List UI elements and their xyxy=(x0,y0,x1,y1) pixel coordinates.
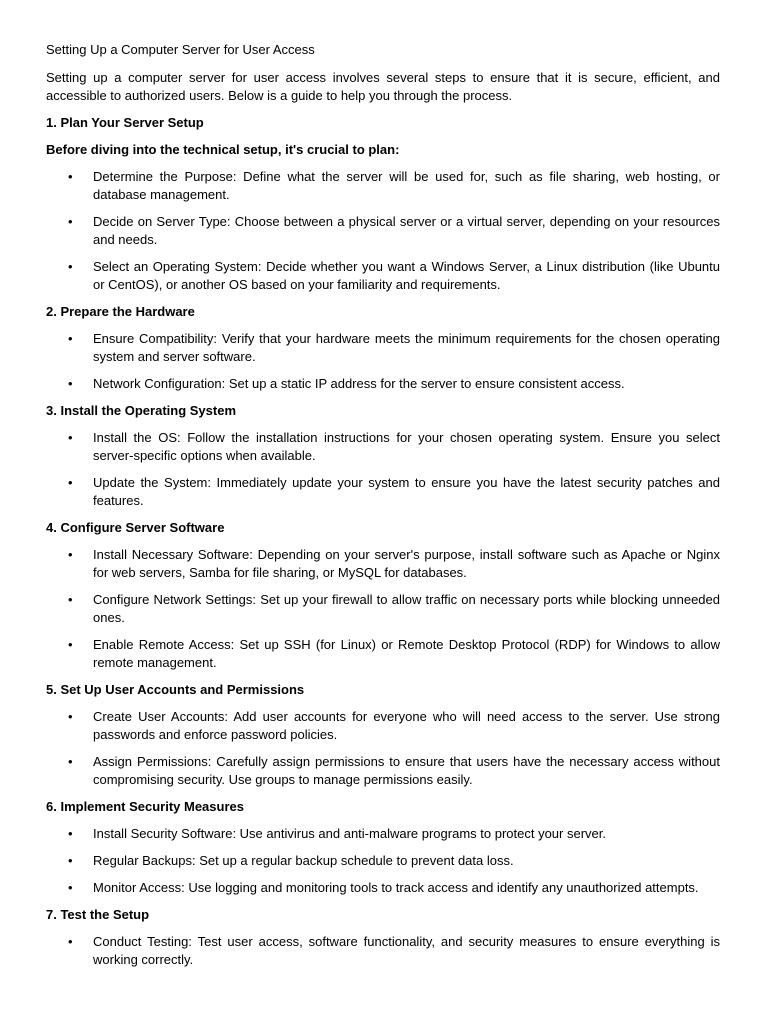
list-item-text: Monitor Access: Use logging and monitoring tools to track access and identify any unauthorized attempts. xyxy=(93,880,699,895)
list-item-text: Regular Backups: Set up a regular backup schedule to prevent data loss. xyxy=(93,853,514,868)
list-item-text: Network Configuration: Set up a static IP address for the server to ensure consistent access. xyxy=(93,376,625,391)
list-item xyxy=(46,636,720,672)
list-item-text: Conduct Testing: Test user access, software functionality, and security measures to ensure everything is working correctly. xyxy=(93,934,720,967)
list-item-text: Create User Accounts: Add user accounts for everyone who will need access to the server. Use strong passwords and enforce password policies. xyxy=(93,709,720,742)
list-item-text: Configure Network Settings: Set up your firewall to allow traffic on necessary ports while blocking unneeded ones. xyxy=(93,592,720,625)
list-item-text: Determine the Purpose: Define what the server will be used for, such as file sharing, web hosting, or database management. xyxy=(93,169,720,202)
list-item xyxy=(46,168,720,204)
bullet-list xyxy=(46,330,720,393)
list-item-text: Install the OS: Follow the installation instructions for your chosen operating system. Ensure you select server-specific options when available. xyxy=(93,430,720,463)
list-item xyxy=(46,753,720,789)
list-item xyxy=(46,825,720,843)
bullet-list xyxy=(46,546,720,672)
bullet-icon: • xyxy=(68,934,73,949)
section-heading: 3. Install the Operating System xyxy=(46,403,236,418)
bullet-list xyxy=(46,825,720,897)
section-lead: Before diving into the technical setup, it's crucial to plan: xyxy=(46,142,400,157)
list-item-text: Update the System: Immediately update your system to ensure you have the latest security patches and features. xyxy=(93,475,720,508)
list-item xyxy=(46,708,720,744)
section-heading: 7. Test the Setup xyxy=(46,907,150,922)
bullet-list xyxy=(46,708,720,789)
list-item xyxy=(46,591,720,627)
bullet-icon: • xyxy=(68,169,73,184)
list-item xyxy=(46,258,720,294)
list-item-text: Ensure Compatibility: Verify that your hardware meets the minimum requirements for the chosen operating system and server software. xyxy=(93,331,720,364)
bullet-icon: • xyxy=(68,826,73,841)
bullet-icon: • xyxy=(68,880,73,895)
section-heading: 6. Implement Security Measures xyxy=(46,799,244,814)
bullet-icon: • xyxy=(68,430,73,445)
list-item-text: Enable Remote Access: Set up SSH (for Linux) or Remote Desktop Protocol (RDP) for Windows to allow remote management. xyxy=(93,637,720,670)
intro-paragraph: Setting up a computer server for user access involves several steps to ensure that it is secure, efficient, and accessible to authorized users. Below is a guide to help you through the process. xyxy=(46,70,720,103)
bullet-list xyxy=(46,429,720,510)
list-item-text: Install Security Software: Use antivirus and anti-malware programs to protect your server. xyxy=(93,826,606,841)
bullet-icon: • xyxy=(68,331,73,346)
list-item xyxy=(46,375,720,393)
list-item xyxy=(46,933,720,969)
document-page xyxy=(46,41,720,978)
section-heading: 4. Configure Server Software xyxy=(46,520,225,535)
bullet-icon: • xyxy=(68,547,73,562)
document-title: Setting Up a Computer Server for User Access xyxy=(46,42,315,57)
list-item-text: Assign Permissions: Carefully assign permissions to ensure that users have the necessary access without compromising security. Use groups to manage permissions easily. xyxy=(93,754,720,787)
bullet-icon: • xyxy=(68,853,73,868)
sections-container xyxy=(46,114,720,969)
bullet-icon: • xyxy=(68,475,73,490)
list-item xyxy=(46,474,720,510)
list-item xyxy=(46,852,720,870)
list-item-text: Select an Operating System: Decide whether you want a Windows Server, a Linux distribution (like Ubuntu or CentOS), or another OS based on your familiarity and requirements. xyxy=(93,259,720,292)
bullet-icon: • xyxy=(68,214,73,229)
section-heading: 5. Set Up User Accounts and Permissions xyxy=(46,682,305,697)
list-item-text: Decide on Server Type: Choose between a physical server or a virtual server, depending on your resources and needs. xyxy=(93,214,720,247)
section-heading: 2. Prepare the Hardware xyxy=(46,304,195,319)
list-item xyxy=(46,330,720,366)
list-item xyxy=(46,879,720,897)
list-item xyxy=(46,213,720,249)
bullet-icon: • xyxy=(68,754,73,769)
bullet-icon: • xyxy=(68,637,73,652)
bullet-icon: • xyxy=(68,259,73,274)
bullet-icon: • xyxy=(68,376,73,391)
section-heading: 1. Plan Your Server Setup xyxy=(46,115,204,130)
list-item-text: Install Necessary Software: Depending on your server's purpose, install software such as Apache or Nginx for web servers, Samba for file sharing, or MySQL for databases. xyxy=(93,547,720,580)
bullet-icon: • xyxy=(68,592,73,607)
list-item xyxy=(46,429,720,465)
bullet-list xyxy=(46,168,720,294)
list-item xyxy=(46,546,720,582)
bullet-icon: • xyxy=(68,709,73,724)
bullet-list xyxy=(46,933,720,969)
